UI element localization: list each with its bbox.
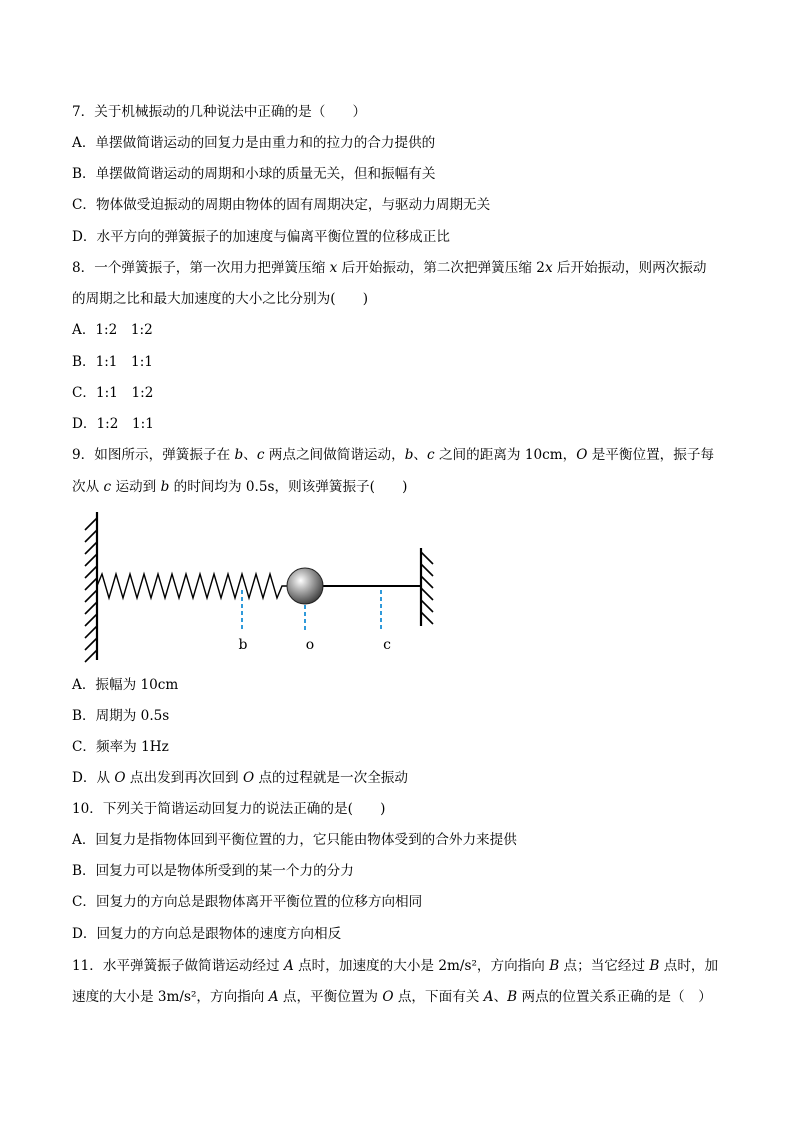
q7-stem: 7．关于机械振动的几种说法中正确的是（ ）	[72, 104, 367, 120]
q9-stem-text: 两点之间做简谐运动，	[264, 447, 405, 463]
q11-var: B	[507, 989, 518, 1005]
q11-stem-text: 点时，加	[659, 958, 719, 974]
q9-option-a: A．振幅为 10cm	[72, 677, 179, 693]
q9-var: O	[114, 770, 126, 786]
q8-stem-line1	[72, 259, 706, 277]
q9-option-b: B．周期为 0.5s	[72, 708, 170, 724]
q11-stem-text: 、	[493, 989, 508, 1005]
q9-option-d-text: D．从	[72, 770, 115, 786]
q11-stem-line1	[72, 957, 718, 975]
left-wall	[85, 512, 97, 662]
q11-var: A	[268, 989, 279, 1005]
q10-option-c: C．回复力的方向总是跟物体离开平衡位置的位移方向相同	[72, 894, 423, 910]
q9-option-c: C．频率为 1Hz	[72, 739, 169, 755]
q9-stem-text: 运动到	[111, 479, 161, 495]
q11-var: A	[283, 958, 294, 974]
q9-option-d-text: 点的过程就是一次全振动	[254, 770, 408, 786]
q11-var: B	[549, 958, 560, 974]
label-o: o	[305, 637, 315, 653]
q7-option-a: A．单摆做简谐运动的回复力是由重力和的拉力的合力提供的	[72, 135, 436, 151]
q10-option-b: B．回复力可以是物体所受到的某一个力的分力	[72, 863, 354, 879]
q11-stem-line2	[72, 988, 712, 1006]
q9-var: c	[256, 447, 265, 463]
label-c: c	[383, 637, 391, 653]
q9-var: b	[160, 479, 170, 495]
q11-stem-text: 点，平衡位置为	[278, 989, 383, 1005]
q9-option-d-text: 点出发到再次回到	[125, 770, 243, 786]
q8-option-d: D．1:2 1:1	[72, 416, 154, 432]
q8-var-x: x	[329, 260, 338, 276]
q8-stem-text: 后开始振动，第二次把弹簧压缩 2	[337, 260, 545, 276]
oscillator-ball	[287, 568, 323, 604]
q11-stem-text: 点；当它经过	[559, 958, 650, 974]
q9-stem-text: 、	[413, 447, 427, 463]
q11-var: A	[483, 989, 494, 1005]
q9-stem-text: 的时间均为 0.5s，则该弹簧振子( )	[169, 479, 408, 495]
q9-stem-text: 、	[243, 447, 257, 463]
q10-stem: 10．下列关于简谐运动回复力的说法正确的是( )	[72, 801, 386, 817]
q9-stem-line2	[72, 478, 407, 496]
q9-var: b	[404, 447, 414, 463]
q11-stem-text: 点时，加速度的大小是 2m/s²，方向指向	[293, 958, 550, 974]
right-wall	[421, 548, 433, 626]
q7-option-c: C．物体做受迫振动的周期由物体的固有周期决定，与驱动力周期无关	[72, 197, 491, 213]
q8-option-c: C．1:1 1:2	[72, 385, 154, 401]
q10-option-a: A．回复力是指物体回到平衡位置的力，它只能由物体受到的合外力来提供	[72, 832, 517, 848]
q8-option-b: B．1:1 1:1	[72, 354, 153, 370]
q8-var-x: x	[544, 260, 553, 276]
q11-stem-text: 两点的位置关系正确的是（ ）	[517, 989, 712, 1005]
q9-stem-line1	[72, 446, 714, 464]
q8-option-a: A．1:2 1:2	[72, 322, 153, 338]
q8-stem-text: 8．一个弹簧振子，第一次用力把弹簧压缩	[72, 260, 330, 276]
q7-option-b: B．单摆做简谐运动的周期和小球的质量无关，但和振幅有关	[72, 166, 436, 182]
q9-stem-text: 是平衡位置，振子每	[587, 447, 715, 463]
q9-var: c	[427, 447, 435, 463]
q9-var: O	[242, 770, 255, 786]
q8-stem-text: 后开始振动，则两次振动	[552, 260, 707, 276]
q9-stem-text: 9．如图所示，弹簧振子在	[72, 447, 235, 463]
q11-var: B	[649, 958, 660, 974]
q9-var: O	[576, 447, 588, 463]
q11-var: O	[382, 989, 394, 1005]
q10-option-d: D．回复力的方向总是跟物体的速度方向相反	[72, 926, 342, 942]
q11-stem-text: 速度的大小是 3m/s²，方向指向	[72, 989, 269, 1005]
q9-stem-text: 之间的距离为 10cm，	[434, 447, 577, 463]
label-b: b	[238, 637, 248, 653]
spring-oscillator-figure	[80, 508, 440, 668]
q9-var: c	[103, 479, 112, 495]
q11-stem-text: 11．水平弹簧振子做简谐运动经过	[72, 958, 284, 974]
spring	[97, 574, 288, 598]
q11-stem-text: 点，下面有关	[393, 989, 484, 1005]
q9-stem-text: 次从	[72, 479, 104, 495]
q9-option-d	[72, 769, 408, 787]
q9-var: b	[234, 447, 244, 463]
q8-stem-line2: 的周期之比和最大加速度的大小之比分别为( )	[72, 291, 369, 307]
q7-option-d: D．水平方向的弹簧振子的加速度与偏离平衡位置的位移成正比	[72, 229, 450, 245]
